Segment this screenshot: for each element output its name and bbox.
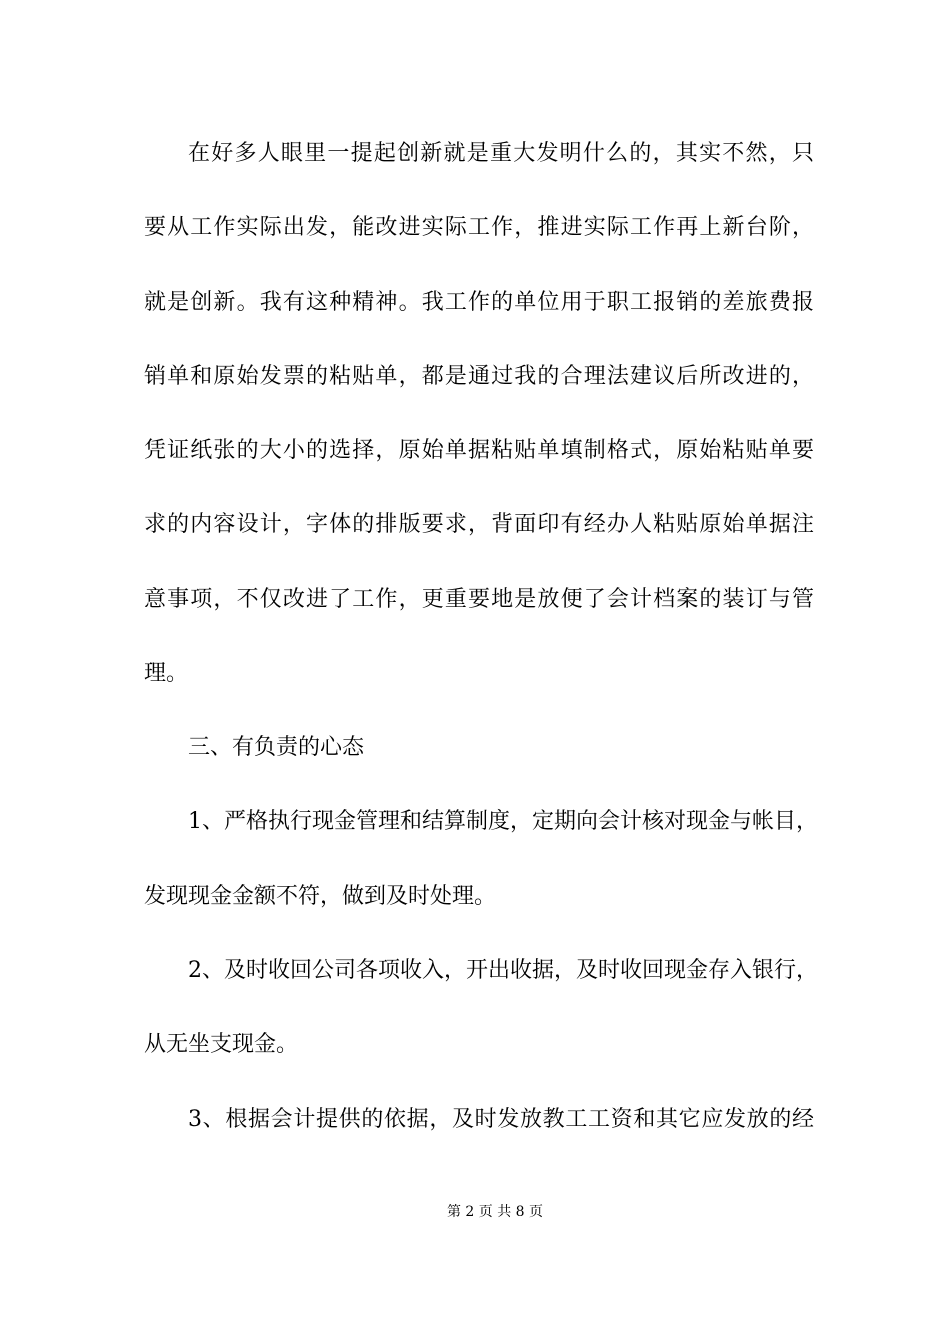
list-item-line: 1、严格执行现金管理和结算制度，定期向会计核对现金与帐目， [188,809,818,834]
list-item-line: 从无坐支现金。 [144,1032,299,1057]
list-item-line: 2、及时收回公司各项收入，开出收据，及时收回现金存入银行， [188,958,818,983]
paragraph-line: 销单和原始发票的粘贴单，都是通过我的合理法建议后所改进的， [144,364,814,389]
page-footer [0,1202,950,1222]
list-item-line: 3、根据会计提供的依据，及时发放教工工资和其它应发放的经 [188,1107,814,1132]
page-number: 第 2 页 共 8 页 [446,1204,544,1220]
paragraph-line: 求的内容设计，字体的排版要求，背面印有经办人粘贴原始单据注 [144,512,814,537]
paragraph-line: 就是创新。我有这种精神。我工作的单位用于职工报销的差旅费报 [144,290,814,315]
paragraph-line: 意事项，不仅改进了工作，更重要地是放便了会计档案的装订与管 [144,587,814,612]
section-heading: 三、有负责的心态 [188,735,365,760]
paragraph-line: 在好多人眼里一提起创新就是重大发明什么的，其实不然，只 [188,141,814,166]
paragraph-line: 要从工作实际出发，能改进实际工作，推进实际工作再上新台阶， [144,215,814,240]
paragraph-line: 凭证纸张的大小的选择，原始单据粘贴单填制格式，原始粘贴单要 [144,438,814,463]
paragraph-line: 理。 [144,661,189,686]
list-item-line: 发现现金金额不符，做到及时处理。 [144,884,497,909]
